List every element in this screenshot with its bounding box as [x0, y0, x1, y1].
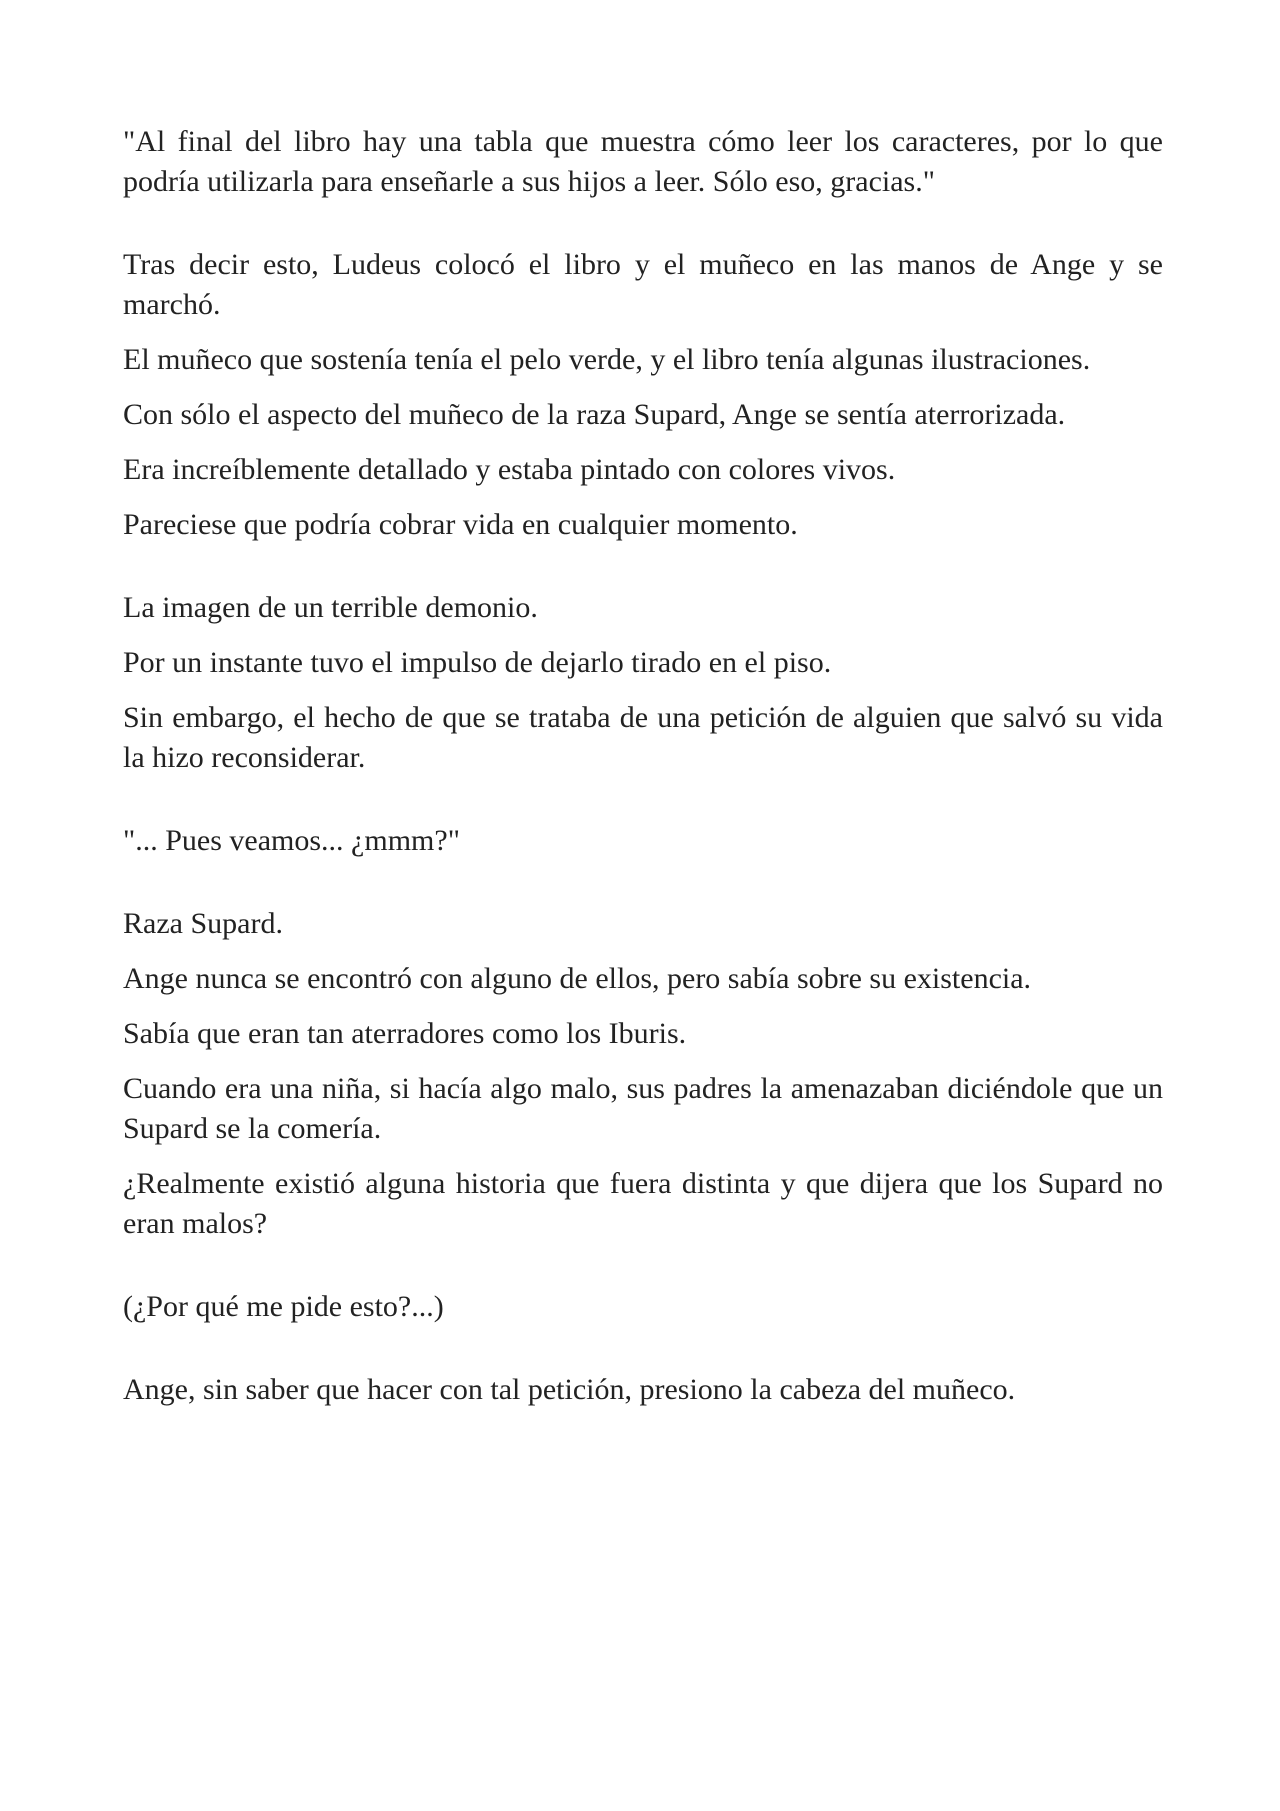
paragraph-6: Pareciese que podría cobrar vida en cualquier momento. — [123, 508, 798, 541]
paragraph-12: Ange nunca se encontró con alguno de ellos, pero sabía sobre su existencia. — [123, 962, 1032, 995]
document-page — [123, 122, 1163, 1425]
paragraph-13: Sabía que eran tan aterradores como los Iburis. — [123, 1017, 687, 1050]
paragraph-10: "... Pues veamos... ¿mmm?" — [123, 824, 460, 857]
paragraph-15: ¿Realmente existió alguna historia que fuera distinta y que dijera que los Supard no eran malos? — [123, 1167, 1163, 1240]
paragraph-16: (¿Por qué me pide esto?...) — [123, 1290, 444, 1323]
paragraph-4: Con sólo el aspecto del muñeco de la raza Supard, Ange se sentía aterrorizada. — [123, 398, 1066, 431]
paragraph-1: "Al final del libro hay una tabla que muestra cómo leer los caracteres, por lo que podría utilizarla para enseñarle a sus hijos a leer. Sólo eso, gracias." — [123, 125, 1163, 198]
paragraph-8: Por un instante tuvo el impulso de dejarlo tirado en el piso. — [123, 646, 832, 679]
paragraph-9: Sin embargo, el hecho de que se trataba de una petición de alguien que salvó su vida la hizo reconsiderar. — [123, 701, 1163, 774]
paragraph-2: Tras decir esto, Ludeus colocó el libro y el muñeco en las manos de Ange y se marchó. — [123, 248, 1163, 321]
paragraph-17: Ange, sin saber que hacer con tal petición, presiono la cabeza del muñeco. — [123, 1373, 1016, 1406]
paragraph-3: El muñeco que sostenía tenía el pelo verde, y el libro tenía algunas ilustraciones. — [123, 343, 1091, 376]
paragraph-7: La imagen de un terrible demonio. — [123, 591, 538, 624]
paragraph-11: Raza Supard. — [123, 907, 283, 940]
paragraph-5: Era increíblemente detallado y estaba pintado con colores vivos. — [123, 453, 896, 486]
paragraph-14: Cuando era una niña, si hacía algo malo, sus padres la amenazaban diciéndole que un Supard se la comería. — [123, 1072, 1163, 1145]
